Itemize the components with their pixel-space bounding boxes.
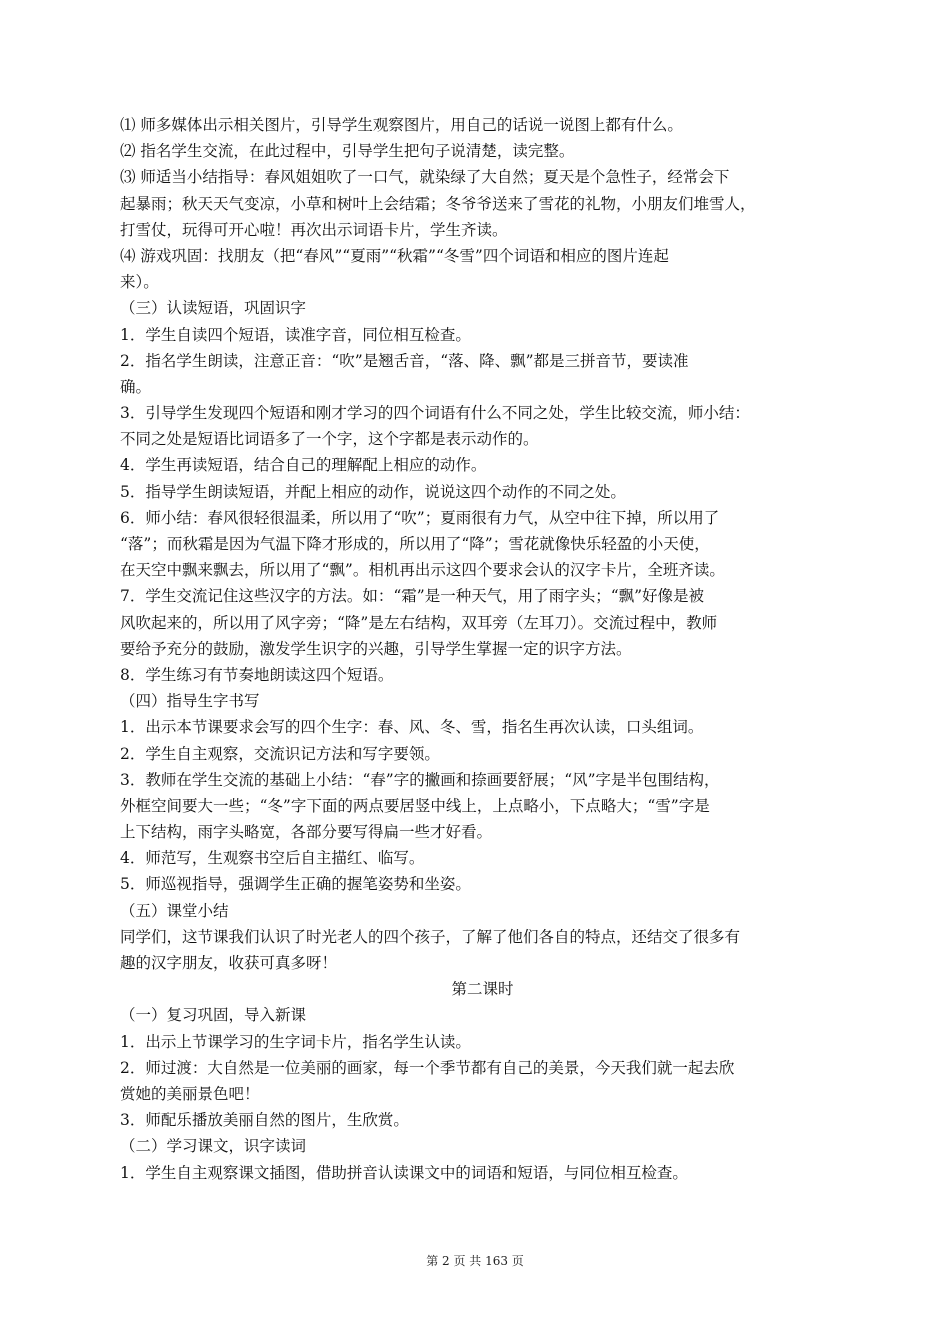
- text-line: 7．学生交流记住这些汉字的方法。如：“霜”是一种天气，用了雨字头；“飘”好像是被: [120, 587, 705, 606]
- text-line: 来）。: [120, 273, 159, 292]
- text-line: 在天空中飘来飘去，所以用了“飘”。相机再出示这四个要求会认的汉字卡片，全班齐读。: [120, 561, 725, 580]
- text-line: 2．指名学生朗读，注意正音：“吹”是翘舌音，“落、降、飘”都是三拼音节，要读准: [120, 351, 689, 370]
- text-line: 1．学生自主观察课文插图，借助拼音认读课文中的词语和短语，与同位相互检查。: [120, 1163, 688, 1182]
- text-line: 4．师范写，生观察书空后自主描红、临写。: [120, 849, 425, 868]
- text-line: “落”；而秋霜是因为气温下降才形成的，所以用了“降”；雪花就像快乐轻盈的小天使，: [120, 535, 710, 553]
- page-body: [120, 112, 845, 1186]
- text-line: 5．指导学生朗读短语，并配上相应的动作，说说这四个动作的不同之处。: [120, 482, 626, 501]
- text-line: 不同之处是短语比词语多了一个字，这个字都是表示动作的。: [120, 430, 539, 449]
- text-line: 1．学生自读四个短语，读准字音，同位相互检查。: [120, 325, 471, 344]
- text-line: 1．出示本节课要求会写的四个生字：春、风、冬、雪，指名生再次认读，口头组词。: [120, 718, 704, 737]
- text-line: 赏她的美丽景色吧！: [120, 1084, 260, 1103]
- text-line: ⑷ 游戏巩固：找朋友（把“春风”“夏雨”“秋霜”“冬雪”四个词语和相应的图片连起: [120, 246, 669, 265]
- text-line: 要给予充分的鼓励，激发学生识字的兴趣，引导学生掌握一定的识字方法。: [120, 639, 632, 658]
- text-line: （二）学习课文，识字读词: [120, 1137, 307, 1156]
- text-line: 3．引导学生发现四个短语和刚才学习的四个词语有什么不同之处，学生比较交流，师小结：: [120, 404, 750, 423]
- text-line: （四）指导生字书写: [120, 692, 260, 711]
- text-line: （五）课堂小结: [120, 901, 229, 920]
- text-line: 6．师小结：春风很轻很温柔，所以用了“吹”；夏雨很有力气，从空中往下掉，所以用了: [120, 508, 720, 527]
- section-title: 第二课时: [451, 980, 514, 999]
- text-line: ⑶ 师适当小结指导：春风姐姐吹了一口气，就染绿了大自然；夏天是个急性子，经常会下: [120, 168, 730, 187]
- text-line: 3．教师在学生交流的基础上小结：“春”字的撇画和捺画要舒展；“风”字是半包围结构，: [120, 770, 720, 789]
- text-line: 5．师巡视指导，强调学生正确的握笔姿势和坐姿。: [120, 875, 471, 894]
- text-line: 2．师过渡：大自然是一位美丽的画家，每一个季节都有自己的美景，今天我们就一起去欣: [120, 1058, 735, 1077]
- text-line: （一）复习巩固，导入新课: [120, 1006, 307, 1025]
- text-line: ⑴ 师多媒体出示相关图片，引导学生观察图片，用自己的话说一说图上都有什么。: [120, 116, 683, 134]
- page-footer: 第 2 页 共 163 页: [426, 1254, 524, 1268]
- text-line: 外框空间要大一些；“冬”字下面的两点要居竖中线上，上点略小，下点略大；“雪”字是: [120, 796, 710, 815]
- text-line: 8．学生练习有节奏地朗读这四个短语。: [120, 665, 394, 684]
- text-line: 1．出示上节课学习的生字词卡片，指名学生认读。: [120, 1032, 471, 1051]
- text-line: 上下结构，雨字头略宽，各部分要写得扁一些才好看。: [120, 823, 493, 842]
- text-line: 2．学生自主观察，交流识记方法和写字要领。: [120, 744, 440, 763]
- text-line: 风吹起来的，所以用了风字旁；“降”是左右结构，双耳旁（左耳刀）。交流过程中，教师: [120, 613, 718, 632]
- text-line: 确。: [120, 377, 152, 396]
- text-line: 4．学生再读短语，结合自己的理解配上相应的动作。: [120, 456, 487, 475]
- text-line: ⑵ 指名学生交流，在此过程中，引导学生把句子说清楚，读完整。: [120, 142, 575, 161]
- text-line: 起暴雨；秋天天气变凉，小草和树叶上会结霜；冬爷爷送来了雪花的礼物，小朋友们堆雪人，: [120, 194, 756, 213]
- text-line: 3．师配乐播放美丽自然的图片，生欣赏。: [120, 1111, 409, 1130]
- text-line: 同学们，这节课我们认识了时光老人的四个孩子，了解了他们各自的特点，还结交了很多有: [120, 927, 741, 946]
- text-line: 趣的汉字朋友，收获可真多呀！: [120, 954, 338, 972]
- text-line: 打雪仗，玩得可开心啦！再次出示词语卡片，学生齐读。: [120, 220, 508, 239]
- text-line: （三）认读短语，巩固识字: [120, 299, 307, 318]
